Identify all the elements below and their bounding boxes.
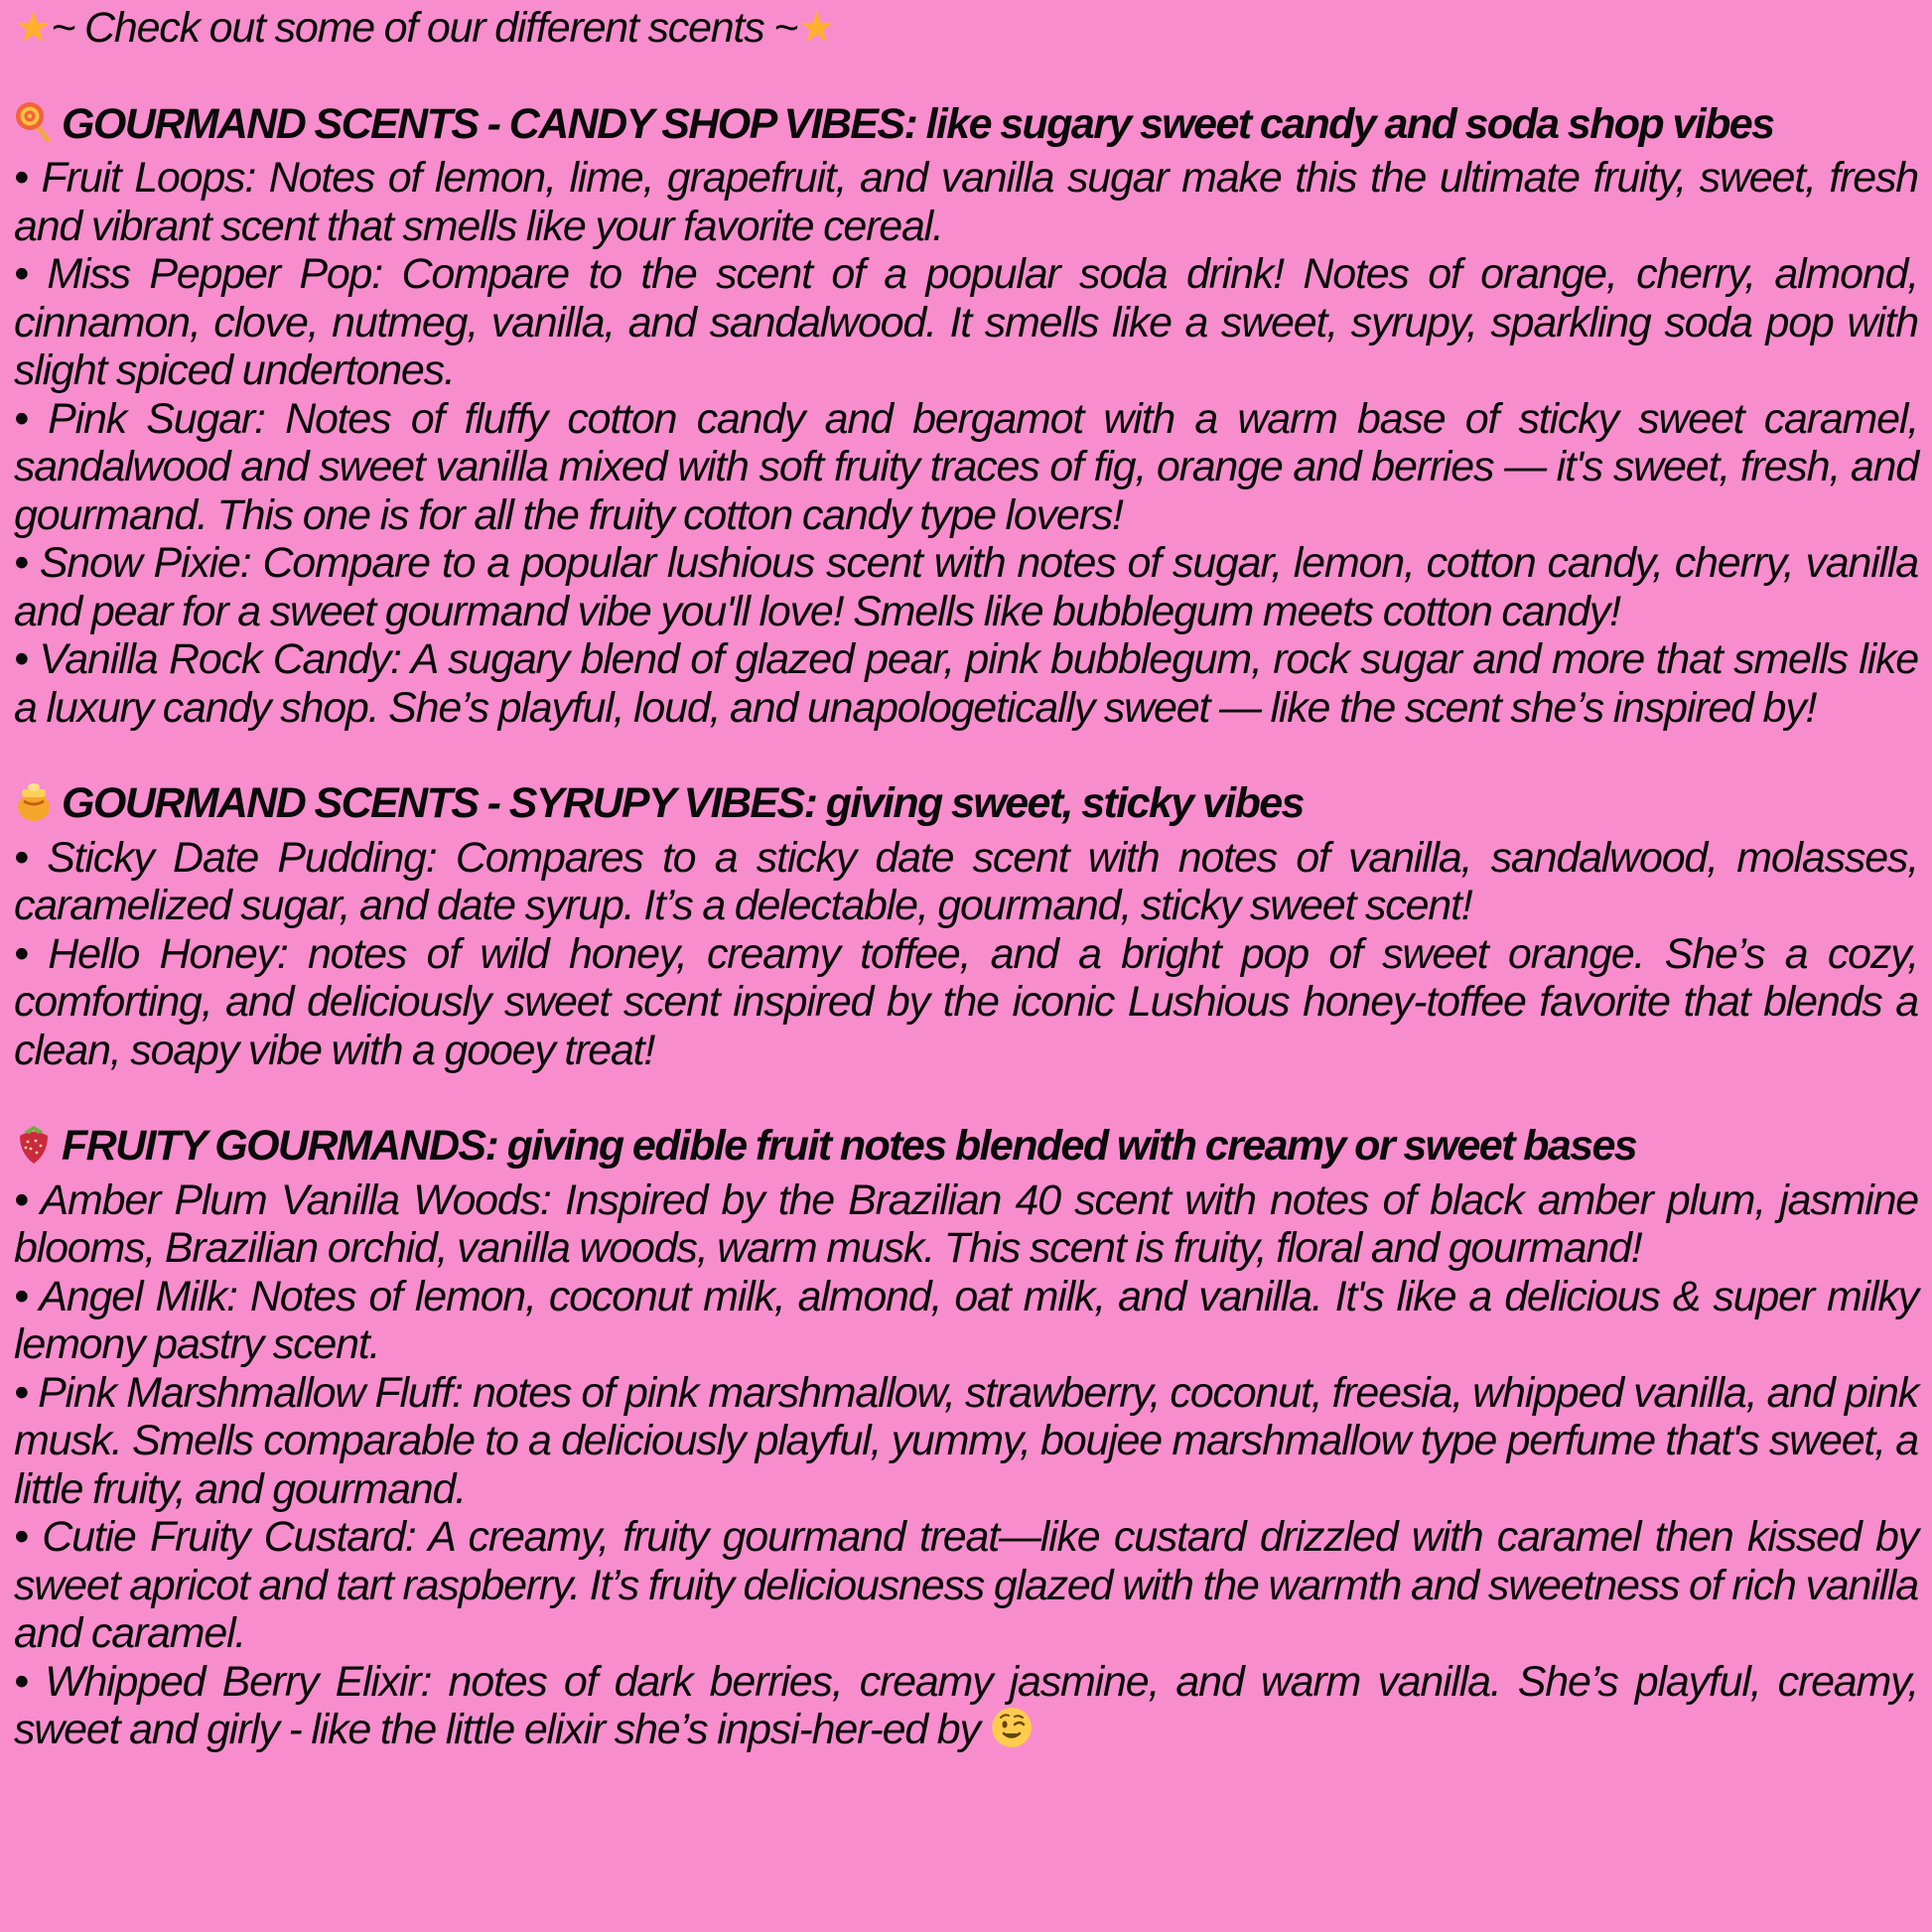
scent-name: Fruit Loops: (41, 154, 256, 202)
section-candy-shop (14, 100, 1918, 733)
scent-description: notes of wild honey, creamy toffee, and a bright pop of sweet orange. She’s a cozy, comforting, and deliciously sweet scent inspired by the iconic Lushious honey-toffee favorite that blends a clean, soapy vibe with a gooey treat! (14, 929, 1919, 1074)
scent-item: • Cutie Fruity Custard: A creamy, fruity gourmand treat—like custard drizzled with caramel then kissed by sweet apricot and tart raspberry. It’s fruity deliciousness glazed with the warmth and sweetness of rich vanilla and caramel. (14, 1513, 1918, 1657)
scent-item: • Fruit Loops: Notes of lemon, lime, grapefruit, and vanilla sugar make this the ultimate fruity, sweet, fresh and vibrant scent that smells like your favorite cereal. (14, 154, 1918, 250)
section-heading (14, 1122, 1918, 1176)
scent-name: Amber Plum Vanilla Woods: (40, 1175, 551, 1224)
scent-description: A creamy, fruity gourmand treat—like custard drizzled with caramel then kissed by sweet apricot and tart raspberry. It’s fruity deliciousness glazed with the warmth and sweetness of rich vanilla and caramel. (14, 1513, 1918, 1657)
scent-description: Compares to a sticky date scent with notes of vanilla, sandalwood, molasses, caramelized sugar, and date syrup. It’s a delectable, gourmand, sticky sweet scent! (14, 833, 1918, 929)
honey-pot-icon (14, 779, 54, 834)
section-title: GOURMAND SCENTS - CANDY SHOP VIBES: (62, 99, 917, 148)
scent-name: Whipped Berry Elixir: (45, 1657, 432, 1706)
scent-item: • Whipped Berry Elixir: notes of dark berries, creamy jasmine, and warm vanilla. She’s playful, creamy, sweet and girly - like the little elixir she’s inpsi-her-ed by (14, 1658, 1918, 1760)
scent-item: • Pink Marshmallow Fluff: notes of pink marshmallow, strawberry, coconut, freesia, whipped vanilla, and pink musk. Smells comparable to a deliciously playful, yummy, boujee marshmallow type perfume that's sweet, a little fruity, and gourmand. (14, 1368, 1919, 1513)
scent-name: Miss Pepper Pop: (47, 250, 383, 298)
scent-name: Cutie Fruity Custard: (42, 1513, 416, 1561)
scent-item: • Pink Sugar: Notes of fluffy cotton candy and bergamot with a warm base of sticky sweet caramel, sandalwood and sweet vanilla mixed with soft fruity traces of fig, orange and berries — it's sweet, fresh, and gourmand. This one is for all the fruity cotton candy type lovers! (14, 394, 1918, 539)
scent-item: • Sticky Date Pudding: Compares to a sticky date scent with notes of vanilla, sandalwood, molasses, caramelized sugar, and date syrup. It’s a delectable, gourmand, sticky sweet scent! (14, 833, 1918, 929)
scent-name: Snow Pixie: (39, 539, 251, 587)
scent-description: Notes of fluffy cotton candy and bergamot with a warm base of sticky sweet caramel, sandalwood and sweet vanilla mixed with soft fruity traces of fig, orange and berries — it's sweet, fresh, and gourmand. This one is for all the fruity cotton candy type lovers! (14, 394, 1918, 539)
scent-description: Compare to a popular lushious scent with notes of sugar, lemon, cotton candy, cherry, vanilla and pear for a sweet gourmand vibe you'll love! Smells like bubblegum meets cotton candy! (14, 539, 1919, 635)
scent-name: Pink Marshmallow Fluff: (38, 1368, 463, 1417)
scent-name: Hello Honey: (48, 929, 288, 978)
section-subtitle: like sugary sweet candy and soda shop vibes (925, 99, 1774, 148)
scent-description: Compare to the scent of a popular soda drink! Notes of orange, cherry, almond, cinnamon, clove, nutmeg, vanilla, and sandalwood. It smells like a sweet, syrupy, sparkling soda pop with slight spiced undertones. (14, 250, 1918, 394)
scent-name: Pink Sugar: (48, 394, 265, 443)
scent-name: Angel Milk: (39, 1272, 237, 1320)
scent-description: notes of dark berries, creamy jasmine, and warm vanilla. She’s playful, creamy, sweet and girly - like the little elixir she’s inpsi-her-ed by (14, 1657, 1918, 1753)
section-fruity-gourmands (14, 1122, 1918, 1760)
section-subtitle: giving edible fruit notes blended with creamy or sweet bases (506, 1122, 1637, 1170)
scent-item: • Hello Honey: notes of wild honey, creamy toffee, and a bright pop of sweet orange. She’s a cozy, comforting, and deliciously sweet scent inspired by the iconic Lushious honey-toffee favorite that blends a clean, soapy vibe with a gooey treat! (14, 929, 1919, 1074)
scent-item: • Miss Pepper Pop: Compare to the scent of a popular soda drink! Notes of orange, cherry, almond, cinnamon, clove, nutmeg, vanilla, and sandalwood. It smells like a sweet, syrupy, sparkling soda pop with slight spiced undertones. (14, 250, 1918, 394)
section-title: FRUITY GOURMANDS: (62, 1122, 498, 1170)
scent-item: • Amber Plum Vanilla Woods: Inspired by the Brazilian 40 scent with notes of black amber plum, jasmine blooms, Brazilian orchid, vanilla woods, warm musk. This scent is fruity, floral and gourmand! (14, 1175, 1919, 1272)
intro-text: ~ Check out some of our different scents ~ (51, 4, 798, 52)
scent-item: • Snow Pixie: Compare to a popular lushious scent with notes of sugar, lemon, cotton candy, cherry, vanilla and pear for a sweet gourmand vibe you'll love! Smells like bubblegum meets cotton candy! (14, 539, 1919, 635)
scent-description: A sugary blend of glazed pear, pink bubblegum, rock sugar and more that smells like a luxury candy shop. She’s playful, loud, and unapologetically sweet — like the scent she’s inspired by! (14, 635, 1919, 732)
section-title: GOURMAND SCENTS - SYRUPY VIBES: (62, 779, 817, 827)
scent-description: Notes of lemon, coconut milk, almond, oat milk, and vanilla. It's like a delicious & super milky lemony pastry scent. (14, 1272, 1918, 1368)
scent-description: Inspired by the Brazilian 40 scent with notes of black amber plum, jasmine blooms, Brazilian orchid, vanilla woods, warm musk. This scent is fruity, floral and gourmand! (14, 1175, 1919, 1272)
scent-item: • Angel Milk: Notes of lemon, coconut milk, almond, oat milk, and vanilla. It's like a delicious & super milky lemony pastry scent. (14, 1272, 1918, 1368)
scent-description: notes of pink marshmallow, strawberry, coconut, freesia, whipped vanilla, and pink musk. Smells comparable to a deliciously playful, yummy, boujee marshmallow type perfume that's sweet, a little fruity, and gourmand. (14, 1368, 1919, 1513)
scent-name: Vanilla Rock Candy: (39, 635, 401, 683)
intro-line (14, 4, 1918, 53)
scent-item: • Vanilla Rock Candy: A sugary blend of glazed pear, pink bubblegum, rock sugar and more that smells like a luxury candy shop. She’s playful, loud, and unapologetically sweet — like the scent she’s inspired by! (14, 635, 1919, 732)
strawberry-icon (14, 1122, 54, 1176)
star-icon: ★ (797, 4, 835, 52)
section-heading (14, 100, 1918, 155)
section-heading (14, 779, 1918, 834)
star-icon: ★ (14, 4, 52, 52)
scent-name: Sticky Date Pudding: (47, 833, 437, 882)
winking-face-icon (990, 1706, 1034, 1760)
section-syrupy (14, 779, 1918, 1074)
section-subtitle: giving sweet, sticky vibes (825, 779, 1304, 827)
scent-description: Notes of lemon, lime, grapefruit, and vanilla sugar make this the ultimate fruity, sweet, fresh and vibrant scent that smells like your favorite cereal. (14, 154, 1918, 250)
lollipop-icon (14, 100, 54, 155)
